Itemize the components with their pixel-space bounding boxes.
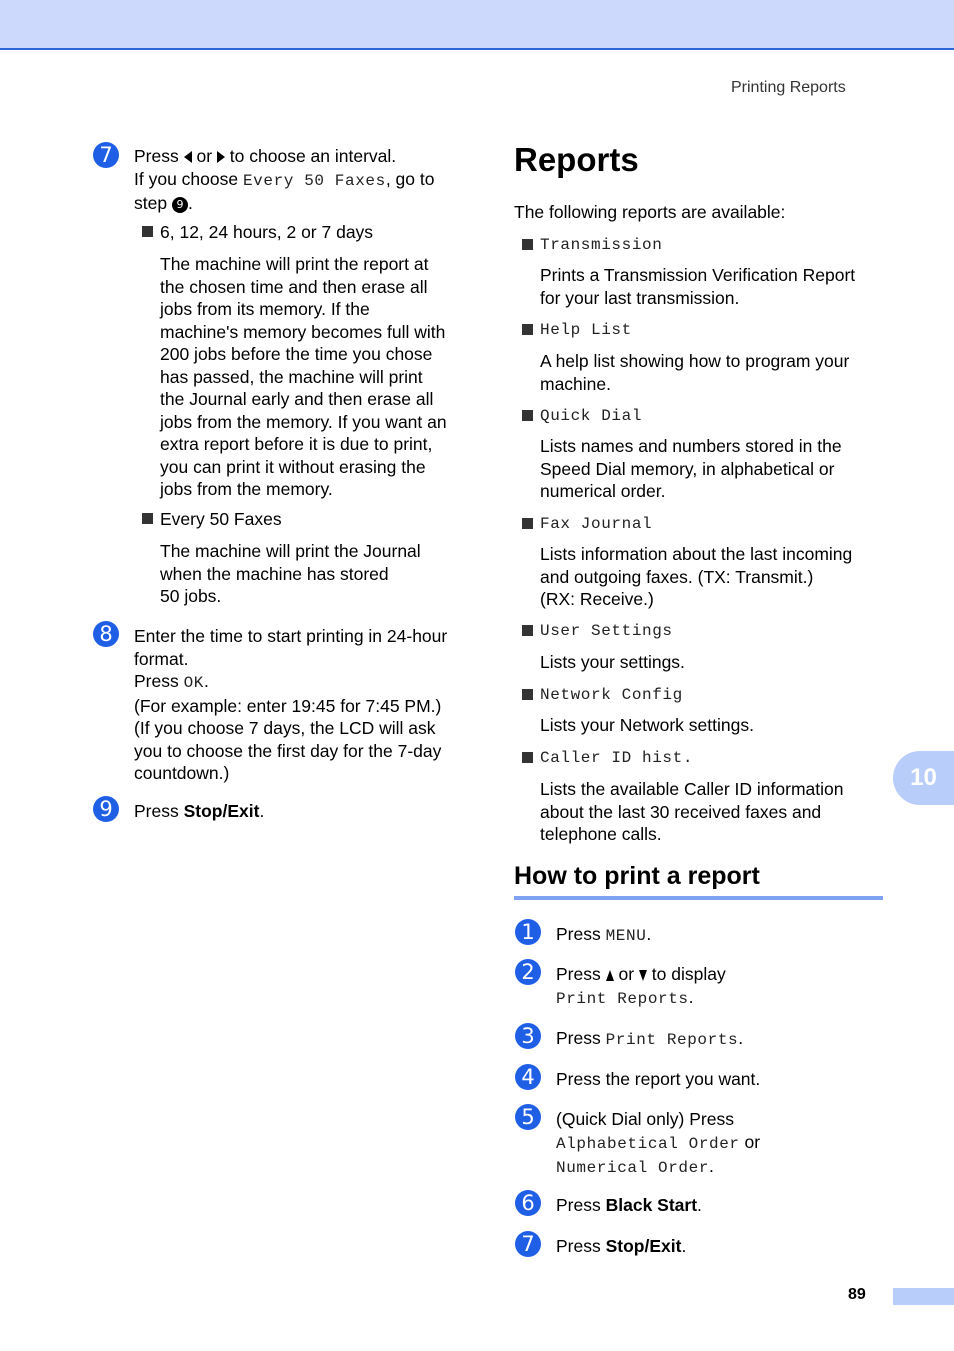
- report-desc-quick-dial: Lists names and numbers stored in the Speed Dial memory, in alphabetical or numerical order.: [540, 436, 842, 501]
- key-stop-exit: Stop/Exit: [605, 1236, 682, 1256]
- step-8-text: Enter the time to start printing in 24-hour format. Press OK. (For example: enter 19:45 for 7:45 PM.) (If you choose 7 days, the LCD will ask you to choose the first day for the 7-day countdown.): [134, 626, 448, 783]
- report-desc-user-settings: Lists your settings.: [540, 652, 685, 672]
- option-description-interval: The machine will print the report at the chosen time and then erase all jobs from its memory. If the machine's memory becomes full with 200 jobs before the time you chose has passed, the machine will print the Journal early and then erase all jobs from the memory. If you want an extra report before it is due to print, you can print it without erasing the jobs from the memory.: [160, 254, 447, 499]
- left-arrow-icon: [184, 151, 192, 163]
- bullet-icon: [142, 226, 153, 237]
- down-arrow-icon: [639, 970, 647, 981]
- top-band: [0, 0, 954, 50]
- bullet-icon: [522, 752, 533, 763]
- subsection-title: How to print a report: [514, 862, 760, 890]
- how-step-4-text: Press the report you want.: [556, 1069, 761, 1089]
- report-desc-help-list: A help list showing how to program your machine.: [540, 351, 850, 394]
- step-7-number: 7: [93, 142, 119, 168]
- subsection-rule: [514, 896, 883, 900]
- how-step-7-text: Press Stop/Exit.: [556, 1236, 687, 1256]
- report-name-caller-id: Caller ID hist.: [540, 749, 694, 767]
- how-step-6-number: 6: [515, 1190, 541, 1216]
- chapter-tab: 10: [893, 751, 954, 805]
- option-label-interval: 6, 12, 24 hours, 2 or 7 days: [160, 222, 374, 242]
- how-step-1-text: Press MENU.: [556, 924, 652, 945]
- bullet-icon: [522, 239, 533, 250]
- option-label-every-50: Every 50 Faxes: [160, 509, 282, 529]
- bullet-icon: [522, 689, 533, 700]
- how-step-5-number: 5: [515, 1104, 541, 1130]
- bullet-icon: [522, 410, 533, 421]
- key-black-start: Black Start: [605, 1195, 698, 1215]
- report-name-transmission: Transmission: [540, 236, 663, 254]
- how-step-1-number: 1: [515, 919, 541, 945]
- intro-text: The following reports are available:: [514, 202, 786, 222]
- up-arrow-icon: [606, 970, 614, 981]
- how-step-7-number: 7: [515, 1231, 541, 1257]
- page-number-bar: [893, 1288, 954, 1305]
- report-name-fax-journal: Fax Journal: [540, 515, 653, 533]
- report-desc-caller-id: Lists the available Caller ID information about the last 30 received faxes and telephone calls.: [540, 779, 844, 844]
- option-description-every-50: The machine will print the Journal when the machine has stored 50 jobs.: [160, 541, 421, 606]
- report-desc-network-config: Lists your Network settings.: [540, 715, 754, 735]
- step-7-text: Press or to choose an interval. If you choose Every 50 Faxes, go to step 9 .: [134, 146, 435, 213]
- section-title: Reports: [514, 141, 639, 178]
- how-step-3-text: Press Print Reports.: [556, 1028, 744, 1049]
- step-9-text: Press Stop/Exit.: [134, 801, 265, 821]
- how-step-3-number: 3: [515, 1023, 541, 1049]
- running-header: Printing Reports: [731, 79, 846, 96]
- step-9-number: 9: [93, 796, 119, 822]
- how-step-2-number: 2: [515, 959, 541, 985]
- report-name-user-settings: User Settings: [540, 622, 673, 640]
- bullet-icon: [522, 625, 533, 636]
- report-name-network-config: Network Config: [540, 686, 683, 704]
- how-step-6-text: Press Black Start.: [556, 1195, 702, 1215]
- step-ref-icon: 9: [172, 197, 188, 213]
- page-number: 89: [848, 1286, 866, 1303]
- key-stop-exit: Stop/Exit: [183, 801, 260, 821]
- report-name-help-list: Help List: [540, 321, 632, 339]
- right-arrow-icon: [217, 151, 225, 163]
- report-name-quick-dial: Quick Dial: [540, 407, 643, 425]
- report-desc-transmission: Prints a Transmission Verification Report for your last transmission.: [540, 265, 856, 308]
- bullet-icon: [142, 513, 153, 524]
- step-8-number: 8: [93, 621, 119, 647]
- bullet-icon: [522, 324, 533, 335]
- report-desc-fax-journal: Lists information about the last incoming and outgoing faxes. (TX: Transmit.) (RX: Receive.): [540, 544, 853, 609]
- bullet-icon: [522, 518, 533, 529]
- how-step-2-text: Press or to display Print Reports.: [556, 964, 726, 1008]
- how-step-5-text: (Quick Dial only) Press Alphabetical Order or Numerical Order.: [556, 1109, 761, 1177]
- how-step-4-number: 4: [515, 1064, 541, 1090]
